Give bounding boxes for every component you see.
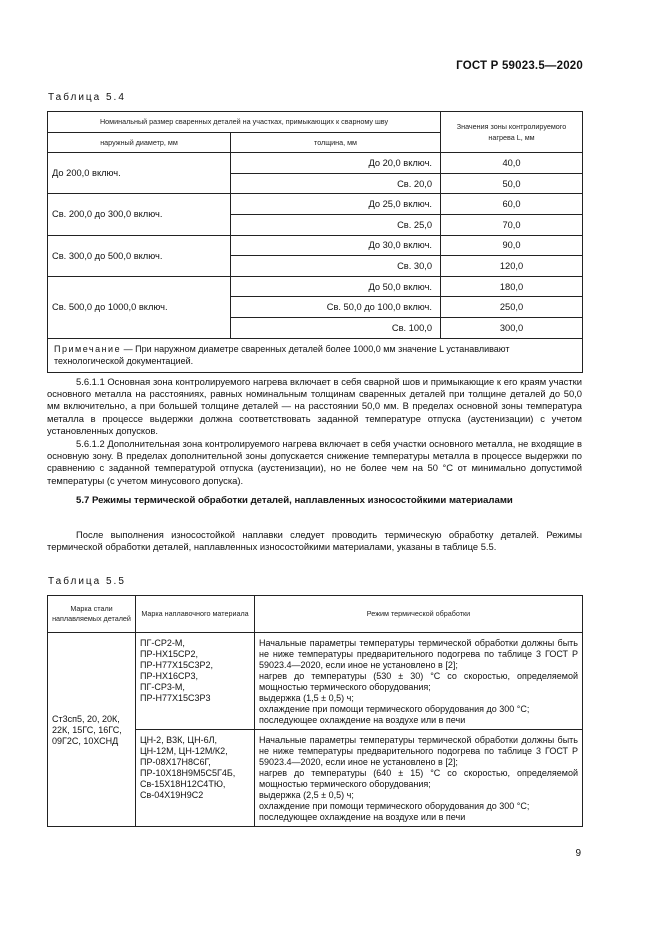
- steel-grade-cell: Ст3сп5, 20, 20К, 22К, 15ГС, 16ГС, 09Г2С, 10ХСНД: [48, 633, 136, 827]
- treatment-mode-cell: [255, 633, 583, 730]
- material-line: ПР-08Х17Н8С6Г,: [140, 757, 211, 767]
- mode-line: нагрев до температуры (530 ± 30) °С со скоростью, определяемой мощностью термического оборудования;: [259, 671, 578, 692]
- zone-value-cell: 180,0: [441, 276, 583, 297]
- thickness-cell: Св. 25,0: [231, 214, 441, 235]
- paragraph-5-7: После выполнения износостойкой наплавки следует проводить термическую обработку деталей. Режимы термической обработки деталей, наплавленных износостойкими материалами, указаны в таблице 5.5.: [47, 529, 582, 553]
- table-note: [48, 338, 583, 372]
- mode-line: охлаждение при помощи термического оборудования до 300 °С;: [259, 801, 530, 811]
- thickness-cell: Св. 50,0 до 100,0 включ.: [231, 297, 441, 318]
- header-material-grade: Марка наплавочного материала: [136, 596, 255, 633]
- thickness-cell: До 20,0 включ.: [231, 153, 441, 174]
- mode-line: Начальные параметры температуры термической обработки должны быть не ниже температуры предварительного подогрева по таблице 3 ГОСТ Р 59023.4—2020, если иное не установлено в [2];: [259, 638, 578, 670]
- diameter-cell: Св. 500,0 до 1000,0 включ.: [48, 276, 231, 338]
- mode-line: последующее охлаждение на воздухе или в печи: [259, 812, 466, 822]
- section-5-7-heading: 5.7 Режимы термической обработки деталей, наплавленных износостойкими материалами: [76, 495, 513, 506]
- zone-value-cell: 300,0: [441, 317, 583, 338]
- zone-value-cell: 60,0: [441, 194, 583, 215]
- zone-value-cell: 50,0: [441, 173, 583, 194]
- material-cell: [136, 730, 255, 827]
- diameter-cell: До 200,0 включ.: [48, 153, 231, 194]
- thickness-cell: До 25,0 включ.: [231, 194, 441, 215]
- material-cell: [136, 633, 255, 730]
- diameter-cell: Св. 200,0 до 300,0 включ.: [48, 194, 231, 235]
- thickness-cell: До 30,0 включ.: [231, 235, 441, 256]
- diameter-cell: Св. 300,0 до 500,0 включ.: [48, 235, 231, 276]
- zone-value-cell: 250,0: [441, 297, 583, 318]
- material-line: ПР-НХ16СР3,: [140, 671, 198, 681]
- note-label: Примечание: [54, 344, 122, 355]
- header-thickness: толщина, мм: [231, 132, 441, 153]
- mode-line: охлаждение при помощи термического оборудования до 300 °С;: [259, 704, 530, 714]
- material-line: ПР-10Х18Н9М5С5Г4Б,: [140, 768, 236, 778]
- material-line: ПГ-СР3-М,: [140, 682, 185, 692]
- zone-value-cell: 40,0: [441, 153, 583, 174]
- paragraph-5-6-1-2: 5.6.1.2 Дополнительная зона контролируемого нагрева включает в себя участки основного металла, не входящие в основную зону. В пределах дополнительной зоны допускается снижение температуры металла в процессе выдержки по сравнению с заданной температурой отпуска (аустенизации), но не более чем на 50 °С от минимально допустимой температуры (с учетом минусового допуска).: [47, 438, 582, 486]
- thickness-cell: Св. 20,0: [231, 173, 441, 194]
- zone-value-cell: 90,0: [441, 235, 583, 256]
- header-treatment-mode: Режим термической обработки: [255, 596, 583, 633]
- page-number: 9: [575, 848, 581, 859]
- table-5-4: [47, 111, 583, 373]
- material-line: ПР-Н77Х15С3Р3: [140, 693, 211, 703]
- material-line: ПР-НХ15СР2,: [140, 649, 198, 659]
- header-steel-grade: Марка стали наплавляемых деталей: [48, 596, 136, 633]
- mode-line: последующее охлаждение на воздухе или в печи: [259, 715, 466, 725]
- header-nominal-size: Номинальный размер сваренных деталей на участках, примыкающих к сварному шву: [48, 112, 441, 133]
- zone-value-cell: 70,0: [441, 214, 583, 235]
- material-line: Св-15Х18Н12С4ТЮ,: [140, 779, 226, 789]
- table-5-5-caption: Таблица 5.5: [48, 576, 126, 587]
- thickness-cell: До 50,0 включ.: [231, 276, 441, 297]
- thickness-cell: Св. 100,0: [231, 317, 441, 338]
- material-line: ЦН-2, В3К, ЦН-6Л,: [140, 735, 217, 745]
- mode-line: нагрев до температуры (640 ± 15) °С со скоростью, определяемой мощностью термического оборудования;: [259, 768, 578, 789]
- mode-line: выдержка (1,5 ± 0,5) ч;: [259, 693, 354, 703]
- header-outer-diameter: наружный диаметр, мм: [48, 132, 231, 153]
- mode-line: Начальные параметры температуры термической обработки должны быть не ниже температуры предварительного подогрева по таблице 3 ГОСТ Р 59023.4—2020, если иное не установлено в [2];: [259, 735, 578, 767]
- thickness-cell: Св. 30,0: [231, 256, 441, 277]
- table-5-4-caption: Таблица 5.4: [48, 92, 126, 103]
- table-5-5: [47, 595, 583, 827]
- zone-value-cell: 120,0: [441, 256, 583, 277]
- material-line: ПГ-СР2-М,: [140, 638, 185, 648]
- treatment-mode-cell: [255, 730, 583, 827]
- note-text: — При наружном диаметре сваренных деталей более 1000,0 мм значение L устанавливают технологической документацией.: [54, 344, 510, 367]
- material-line: ПР-Н77Х15С3Р2,: [140, 660, 214, 670]
- paragraph-5-6-1-1: 5.6.1.1 Основная зона контролируемого нагрева включает в себя сварной шов и примыкающие к его краям участки основного металла на расстояниях, равных номинальным толщинам сваренных деталей при толщине деталей до 50,0 мм включительно, а при большей толщине деталей — на расстоянии 50,0 мм. В пределах основной зоны температура металла в процессе выдержки должна соответствовать заданной температуре отпуска (аустенизации) с учетом установленных допусков.: [47, 376, 582, 436]
- material-line: Св-04Х19Н9С2: [140, 790, 204, 800]
- material-line: ЦН-12М, ЦН-12М/К2,: [140, 746, 228, 756]
- document-id: ГОСТ Р 59023.5—2020: [456, 60, 583, 72]
- header-zone-value: Значения зоны контролируемого нагрева L, мм: [441, 112, 583, 153]
- mode-line: выдержка (2,5 ± 0,5) ч;: [259, 790, 354, 800]
